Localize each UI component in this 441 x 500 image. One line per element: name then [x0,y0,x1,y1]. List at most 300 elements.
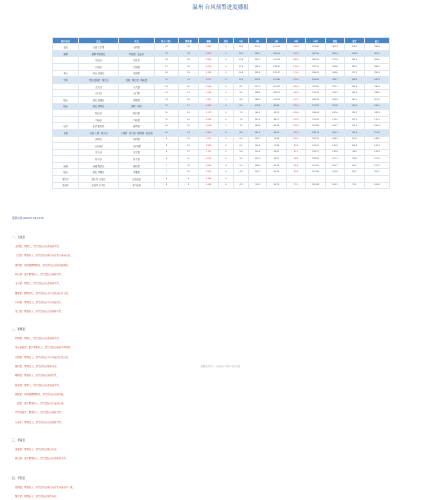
table-cell: 154.6 [345,90,365,97]
table-cell: 仕阳镇 [119,63,155,70]
table-cell: 罗阳镇 · 新浦乡 [119,50,155,57]
table-cell: 瑞安 [53,96,79,103]
table-cell: 17 [155,63,179,70]
table-cell: 175.1 [365,116,390,123]
table-cell: 5.8 [234,149,249,156]
table-cell: 110.6 [287,129,306,136]
table-cell: 平阳 [53,77,79,84]
table-row [53,116,390,123]
column-header: 1时 [234,38,249,44]
table-cell: 洞头区 [53,176,79,183]
table-cell: 94.7 [287,149,306,156]
table-cell: 10.1 [234,77,249,84]
table-cell: 1.942 [199,129,219,136]
table-cell: 188.2 [287,57,306,64]
table-cell [365,176,390,183]
table-cell: 1.613 [199,162,219,169]
table-cell: 岩坦站 [79,136,119,143]
table-cell: 207.6 [365,96,390,103]
column-header: 站点 [79,38,119,44]
table-cell: 185.7 [345,63,365,70]
section-item: 灵溪镇：雨量较大，请注意防范城市内涝。 [15,449,59,451]
table-cell: 268.1 [365,63,390,70]
table-cell: 78.1 [345,182,365,189]
table-cell: 18 [179,96,199,103]
table-cell: 88.71 [267,116,287,123]
table-cell: 8.3 [234,103,249,110]
table-cell: 148.3 [326,136,345,143]
table-cell: 1.438 [199,182,219,189]
table-cell: 1 [219,96,234,103]
table-cell: 0 [219,136,234,143]
table-cell: 2.256 [199,103,219,110]
table-cell: 121.2 [365,162,390,169]
table-cell [53,110,79,117]
table-cell: 163.5 [287,77,306,84]
table-cell: 129.37 [267,70,287,77]
table-cell: 水头站 [79,83,119,90]
table-cell: 0 [219,156,234,163]
table-cell: 302.18 [306,50,326,57]
table-cell [53,57,79,64]
table-cell: 23 [179,70,199,77]
section-heading: 四、平阳县 [12,477,25,480]
table-cell: 60.18 [267,169,287,176]
table-cell: 瑞安 高楼站 [79,96,119,103]
table-cell: 147.1 [345,96,365,103]
table-cell: 7 [155,169,179,176]
table-cell: 214.3 [326,90,345,97]
table-cell: 127.6 [365,156,390,163]
table-cell: 1.552 [199,169,219,176]
table-cell: 104.2 [326,182,345,189]
table-cell: 昆阳 · 鳌江镇 · 腾蛟镇 [119,77,155,84]
table-cell: 鹿城 藤桥站 [79,162,119,169]
table-cell: 231.9 [249,70,267,77]
section-item: 西坑镇：累计雨量较大，请注意防范地质灾害。 [15,273,64,276]
table-cell: 149.0 [365,136,390,143]
table-cell: 283.0 [365,57,390,64]
table-cell: 197.82 [306,103,326,110]
table-cell: 141.2 [249,129,267,136]
table-cell: 203.5 [326,96,345,103]
table-cell: 6 [155,182,179,189]
table-cell: 0 [219,182,234,189]
table-cell [234,176,249,183]
table-cell: 207.2 [249,83,267,90]
table-cell: 236.7 [326,77,345,84]
section-item: 峃口镇：雨量较大，请注意防范山洪地质灾害。 [15,311,64,314]
table-cell: 203.7 [287,50,306,57]
table-cell: 248.3 [249,63,267,70]
table-cell: 135.4 [287,103,306,110]
table-cell: 2.745 [199,70,219,77]
table-cell: 231.65 [306,83,326,90]
column-header: 累计 [345,38,365,44]
table-cell [53,143,79,150]
table-cell: 127.5 [345,116,365,123]
table-cell: 13 [155,90,179,97]
table-cell: 92.4 [249,182,267,189]
table-cell: 8 [155,149,179,156]
table-cell: 龙湾区 [53,182,79,189]
table-cell: 22 [155,50,179,57]
table-cell: 69.51 [267,149,287,156]
table-cell: 10 [155,129,179,136]
table-cell: 11 [179,162,199,169]
column-header: 预报 [326,38,345,44]
table-cell: 155.26 [267,50,287,57]
table-cell: 1 [219,70,234,77]
table-cell: 9 [155,143,179,150]
table-cell: 15 [179,123,199,130]
table-row [53,162,390,169]
table-cell: 164.7 [326,123,345,130]
table-cell: 2.337 [199,96,219,103]
table-cell: 泰顺 罗阳镇站 [79,50,119,57]
table-cell: 26 [179,57,199,64]
table-cell: 6.4 [234,136,249,143]
table-cell: 20 [179,83,199,90]
column-header: 24时 [306,38,326,44]
table-cell: 186.54 [306,110,326,117]
table-cell: 2.172 [199,110,219,117]
table-cell: 8 [155,156,179,163]
table-cell: 72.93 [267,143,287,150]
column-header: 降雨量 [179,38,199,44]
table-cell: 140.9 [326,143,345,150]
table-row [53,149,390,156]
table-cell: 128.6 [287,110,306,117]
table-row [53,103,390,110]
section-item: 矾山镇：累计雨量较大，请注意防范山洪地质灾害。 [15,458,68,461]
table-cell: 76.48 [267,136,287,143]
table-cell: 灵溪镇 [119,70,155,77]
table-cell: 1 [219,50,234,57]
table-cell: 5.5 [234,156,249,163]
table-cell: 244.6 [326,70,345,77]
table-cell: 马屿镇 [119,116,155,123]
table-cell: 115.1 [365,169,390,176]
table-row [53,83,390,90]
table-cell: 2.611 [199,77,219,84]
section-item: 玉壶镇：雨量大，请注意防范山洪地质灾害。 [15,283,61,286]
column-header: 地区/站名 [53,38,79,44]
table-row [53,169,390,176]
table-cell: 南田镇 [119,44,155,51]
table-cell: 219.4 [249,77,267,84]
table-cell: 10.6 [234,70,249,77]
table-cell: 9 [179,182,199,189]
table-cell: 225.1 [326,83,345,90]
table-cell [53,83,79,90]
table-row [53,44,390,51]
table-cell: 2.534 [199,83,219,90]
table-body [53,44,390,189]
table-cell: 200.6 [345,50,365,57]
table-cell: 31 [179,50,199,57]
table-cell: 藤桥镇 [119,162,155,169]
table-cell: 山门站 [79,90,119,97]
section-heading: 三、苍南县 [12,439,25,442]
table-cell: 10 [155,123,179,130]
table-cell: 103.29 [267,96,287,103]
table-cell: 230.4 [365,83,390,90]
table-row [53,96,390,103]
table-cell: 0 [219,63,234,70]
table-cell: 9 [179,176,199,183]
table-cell: 85.3 [287,162,306,169]
table-cell: 186.3 [249,96,267,103]
table-cell: 11 [179,156,199,163]
table-cell: 泰顺 [53,50,79,57]
table-cell: 98.64 [267,103,287,110]
table-cell: 11 [155,116,179,123]
table-cell: 80.9 [287,169,306,176]
table-cell [53,136,79,143]
table-cell: 73.2 [287,182,306,189]
table-cell: 文成 大峃镇 [79,44,119,51]
table-cell: 167.48 [267,44,287,51]
table-cell [306,176,326,183]
column-header: 6时 [267,38,287,44]
table-cell: 0 [219,110,234,117]
table-cell: 242.3 [365,77,390,84]
table-cell: 218.9 [365,90,390,97]
table-cell: 120.4 [249,149,267,156]
column-header: 风力（级） [155,38,179,44]
table-cell: 永嘉 [53,129,79,136]
table-cell: 水头镇 [119,83,155,90]
table-cell: 19 [179,90,199,97]
table-cell: 16 [155,70,179,77]
table-cell: 192.8 [326,103,345,110]
column-header: 12时 [287,38,306,44]
column-header: 最大 [365,38,390,44]
rainfall-table [52,37,390,189]
table-cell: 84.36 [267,123,287,130]
section-item: 司前畲族镇：累计雨量较大，请注意防范地质灾害风险。 [15,347,73,350]
table-cell: 14.2 [234,50,249,57]
table-cell: 196.2 [365,103,390,110]
table-cell: 126.9 [249,143,267,150]
section-item: 大峃镇：雨量较大，请注意防范城市内涝及小流域山洪。 [15,255,73,258]
table-row [53,176,390,183]
table-row [53,182,390,189]
table-cell: 208.33 [306,96,326,103]
table-cell: 121.88 [267,77,287,84]
table-cell: 28 [179,44,199,51]
table-cell: 16.5 [234,44,249,51]
table-cell: 北岙街道 [119,176,155,183]
table-cell: 司前站 [79,57,119,64]
section-item: 罗阳镇：雨量大，请注意防范山洪地质灾害。 [15,338,61,340]
table-cell: 6.1 [234,143,249,150]
table-row [53,136,390,143]
table-cell: 3.315 [199,50,219,57]
section-item: 南田镇：雨量大，请注意防范山洪地质灾害。 [15,246,61,248]
table-cell [53,63,79,70]
section-item: 东溪乡：雨量较大，请注意防范山洪地质灾害。 [15,421,64,424]
table-cell: 173.2 [326,116,345,123]
table-cell: 259.8 [326,63,345,70]
table-cell [287,176,306,183]
table-cell: 0 [219,77,234,84]
table-cell: 湖岭 · 林川 [119,103,155,110]
table-cell: 215.5 [345,44,365,51]
table-cell: 16 [179,110,199,117]
table-cell [326,176,345,183]
table-cell: 270.12 [306,63,326,70]
table-cell: 175.8 [249,103,267,110]
table-cell: 0 [219,176,234,183]
table-cell: 157.4 [365,129,390,136]
table-cell: 319.49 [306,44,326,51]
table-cell: 158.73 [306,129,326,136]
section-item: 彭溪镇：雨量大，请注意防范山洪地质灾害。 [15,384,61,387]
update-timestamp: 更新时间 2023-07-28 13:25 [12,217,44,220]
table-cell: 11 [155,110,179,117]
table-cell: 1.875 [199,136,219,143]
table-row [53,57,390,64]
table-cell: 171.6 [287,70,306,77]
column-header: 3时 [249,38,267,44]
table-cell: 3.469 [199,44,219,51]
table-cell: 179.4 [287,63,306,70]
table-cell: 138.55 [267,63,287,70]
table-cell: 13 [155,96,179,103]
table-cell: 302.3 [326,44,345,51]
table-cell: 0 [219,162,234,169]
table-cell: 166.3 [365,123,390,130]
table-cell: 0 [219,90,234,97]
table-cell: 80.05 [267,129,287,136]
table-cell: 2.874 [199,63,219,70]
table-cell: 298.1 [249,50,267,57]
section-item: 三魁镇：累计雨量较大，请注意防范小流域山洪。 [15,403,66,406]
table-cell: 平阳 昆阳镇 · 鳌江站 [79,77,119,84]
table-cell: 0 [219,57,234,64]
table-cell: 133.8 [326,149,345,156]
table-cell: 12 [155,103,179,110]
table-cell: 5.2 [234,162,249,169]
table-cell: 122.3 [287,116,306,123]
table-cell: 155.9 [287,83,306,90]
table-cell: 133.7 [249,136,267,143]
section-item: 昆阳镇：雨量较大，请注意防范城市内涝及河道水位上涨。 [15,487,75,489]
section-item: 仕阳镇：雨量较大，请注意防范中小河流洪水及山洪。 [15,356,71,359]
table-cell: 114.6 [326,169,345,176]
table-cell [249,176,267,183]
table-row [53,50,390,57]
table-cell: 167.88 [306,123,326,130]
table-cell: 13 [179,136,199,143]
table-cell: 185.9 [365,110,390,117]
table-cell: 93.15 [267,110,287,117]
table-cell: 0 [219,169,234,176]
table-cell: 135.17 [306,149,326,156]
column-header: 排名 [219,38,234,44]
table-cell: 141.09 [267,57,287,64]
table-cell [53,149,79,156]
table-cell: 140.3 [345,103,365,110]
table-cell: 15 [155,77,179,84]
table-row [53,77,390,84]
table-row [53,123,390,130]
section-item: 鳌江镇：雨量较大，请注意防范城乡内涝。 [15,496,59,499]
table-cell [53,116,79,123]
table-cell: 6.8 [234,129,249,136]
table-cell: 2.093 [199,116,219,123]
table-cell: 21 [179,77,199,84]
table-cell: 瓯海 [53,169,79,176]
table-cell: 265.7 [249,57,267,64]
table-cell: 1 [219,123,234,130]
table-cell: 仕阳站 [79,63,119,70]
table-cell: 1.741 [199,149,219,156]
table-cell: 高楼镇 [119,96,155,103]
table-row [53,110,390,117]
table-cell: 198.6 [249,90,267,97]
table-cell: 63.14 [267,162,287,169]
table-cell: 110.2 [345,136,365,143]
table-cell: 102.7 [249,169,267,176]
table-cell: 156.1 [326,129,345,136]
table-cell: 2.418 [199,90,219,97]
table-row [53,63,390,70]
table-cell: 142.41 [306,143,326,150]
table-cell: 157.4 [249,116,267,123]
table-cell: 2.963 [199,57,219,64]
table-cell: 龙湾区 永中站 [79,182,119,189]
table-cell: 182.4 [326,110,345,117]
table-cell: 14 [179,129,199,136]
table-cell: 2.018 [199,123,219,130]
table-cell: 94.8 [345,156,365,163]
table-cell: 0 [219,143,234,150]
table-cell: 鹿城 [53,162,79,169]
table-cell: 6 [155,176,179,183]
table-cell: 12.8 [234,57,249,64]
table-cell: 133.7 [345,110,365,117]
table-cell: 7.1 [234,123,249,130]
table-cell: 150.26 [306,136,326,143]
table-cell: 122.05 [306,162,326,169]
table-cell: 169.4 [345,77,365,84]
section-item: 筱村镇：雨量较大，请注意防范城乡内涝。 [15,365,59,368]
table-cell: 沙头站 [79,149,119,156]
table-cell: 4.3 [234,182,249,189]
section-heading: 二、泰顺县 [12,328,25,331]
page-title: 温州 台风预警进度播报 [192,5,249,11]
table-cell: 149.8 [249,123,267,130]
column-header: 区县 [119,38,155,44]
table-cell: 岩坦镇 [119,136,155,143]
table-cell: 66.27 [267,156,287,163]
table-cell: 116.42 [267,83,287,90]
table-cell: 161.8 [345,83,365,90]
table-cell: 104.6 [365,182,390,189]
table-cell: 115.8 [345,129,365,136]
table-cell [345,176,365,183]
table-cell: 桥下站 [79,156,119,163]
table-cell [53,156,79,163]
table-cell: 128.42 [306,156,326,163]
table-row [53,156,390,163]
table-cell: 苍南 [53,70,79,77]
table-cell: 0 [219,116,234,123]
table-cell: 马屿站 [79,116,119,123]
